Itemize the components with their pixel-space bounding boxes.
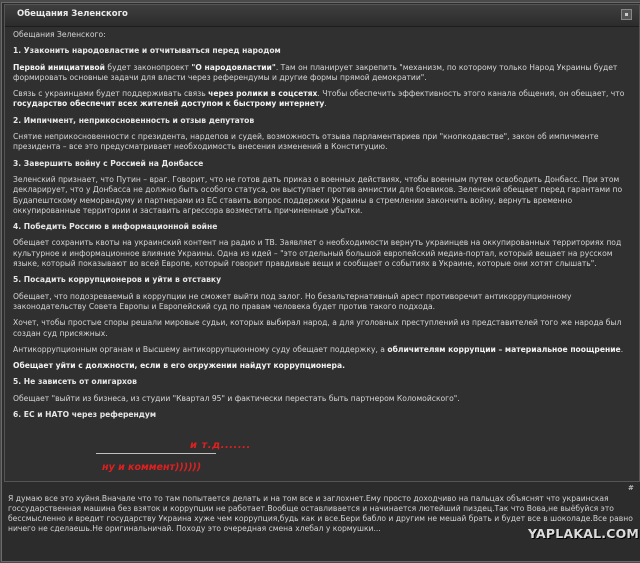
section-paragraph bbox=[13, 318, 638, 339]
window-titlebar bbox=[5, 5, 639, 27]
section-paragraph bbox=[13, 361, 638, 371]
text-run: Обещает сохранить квоты на украинский контент на радио и ТВ. Заявляет о необходимости вернуть украинцев на оккупированных территориях под культурное и информационное влияние Украины. Одна из идей – "это отдельный большой европейский медиа-портал, который вещает на русском языке, который показывают во всей Европе, который говорит правдивые вещи и сообщает о событиях в Украине, которые они хотят слышать". bbox=[13, 238, 622, 269]
annotation-comment-tag: ну и коммент)))))) bbox=[102, 462, 202, 473]
annotation-underline bbox=[96, 453, 216, 454]
section-paragraph bbox=[13, 345, 638, 355]
text-run: Зеленский признает, что Путин – враг. Говорит, что не готов дать приказ о военных действиях, чтобы военным путем освободить Донбасс. При этом декларирует, что у Донбасса не должно быть особого статуса, он выступает против амнистии для боевиков. Зеленский обещает перед гарантами по Будапештскому меморандуму и партнерами из ЕС ставить вопрос поддержки Украины в стремлении закончить войну, вернуть временно оккупированные территории и заставить агрессора возместить причиненные убытки. bbox=[13, 174, 623, 215]
window-close-icon[interactable] bbox=[621, 9, 632, 20]
section-paragraph bbox=[13, 394, 638, 404]
comment-text: Я думаю все это хуйня.Вначале что то там попытается делать и на том все и заглохнет.Ему просто доходчиво на пальцах объяснят что украинская госсударственная машина без взяток и коррупции не работает.Вообще оставливается и начинается лютейший пиздец.Так что Вова,не выёбуйся это бессмысленно и вредит государству Украина хуже чем коррупция,будь как и все.Бери бабло и другим не мешай брать и будет все в шоколаде.Все равно ничего не сделаешь.Не оригинальничай. Походу это очередная смена хлебал у кормушки... bbox=[8, 494, 633, 533]
section-heading: 3. Завершить войну с Россией на Донбассе bbox=[13, 158, 204, 168]
text-run: Связь с украинцами будет поддерживать связь bbox=[13, 89, 209, 99]
section-paragraph bbox=[13, 175, 638, 216]
bold-text: обличителям коррупции – материальное поощрение bbox=[387, 344, 621, 354]
text-run: . Там он планирует закрепить "механизм, по которому только Народ Украины будет формировать основные задачи для власти через референдумы и другие формы прямой демократии". bbox=[13, 62, 618, 82]
article-intro: Обещания Зеленского: bbox=[13, 30, 106, 39]
bold-text: Первой инициативой bbox=[13, 62, 105, 72]
section-heading: 6. ЕС и НАТО через референдум bbox=[13, 410, 157, 420]
text-run: Обещает, что подозреваемый в коррупции не сможет выйти под залог. Но безальтернативный арест противоречит антикоррупционному законодательству Совета Европы и Европейский суд по правам человека будет против такого подхода. bbox=[13, 291, 572, 311]
section-paragraph bbox=[13, 238, 638, 269]
section-heading: 1. Узаконить народовластие и отчитываться перед народом bbox=[13, 46, 281, 56]
comment-score: # bbox=[628, 484, 634, 492]
section-heading: 5. Не зависеть от олигархов bbox=[13, 377, 137, 387]
text-run: . bbox=[324, 99, 327, 109]
section-heading: 2. Импичмент, неприкосновенность и отзыв депутатов bbox=[13, 115, 255, 125]
annotation-etc: и т.д....... bbox=[190, 440, 251, 451]
section-heading: 4. Победить Россию в информационной войне bbox=[13, 222, 218, 232]
window-title: Обещания Зеленского bbox=[17, 9, 128, 19]
article-body bbox=[13, 30, 638, 420]
text-run: . Чтобы обеспечить эффективность этого канала общения, он обещает, что bbox=[317, 89, 625, 99]
text-run: . bbox=[620, 344, 624, 354]
bold-text: государство обеспечит всех жителей доступом к быстрому интернету bbox=[13, 99, 325, 109]
text-run: будет законопроект bbox=[104, 62, 192, 72]
section-heading: 5. Посадить коррупционеров и уйти в отставку bbox=[13, 275, 222, 285]
text-run: Снятие неприкосновенности с президента, нардепов и судей, возможность отзыва парламентариев при "кнопкодавстве", закон об импичменте президента – все это предусматривает необходимость внесения изменений в Конституцию. bbox=[13, 132, 599, 152]
section-paragraph bbox=[13, 63, 638, 84]
bold-text: через ролики в соцсетях bbox=[208, 89, 318, 99]
section-paragraph bbox=[13, 89, 638, 110]
article-screenshot bbox=[4, 4, 640, 482]
site-watermark: YAPLAKAL.COM bbox=[528, 526, 640, 541]
text-run: Хочет, чтобы простые споры решали мировые судьи, которых выбирал народ, а для уголовных преступлений из представителей того же народа был создан суд присяжных. bbox=[13, 318, 622, 338]
section-paragraph bbox=[13, 132, 638, 153]
section-paragraph bbox=[13, 292, 638, 313]
bold-text: Обещает уйти с должности, если в его окружении найдут коррупционера. bbox=[13, 361, 345, 371]
bold-text: "О народовластии" bbox=[191, 62, 276, 72]
text-run: Обещает "выйти из бизнеса, из студии "Квартал 95" и фактически перестать быть партнером Коломойского". bbox=[13, 393, 460, 403]
text-run: Антикоррупционным органам и Высшему антикоррупционному суду обещает поддержку, а bbox=[13, 344, 388, 354]
